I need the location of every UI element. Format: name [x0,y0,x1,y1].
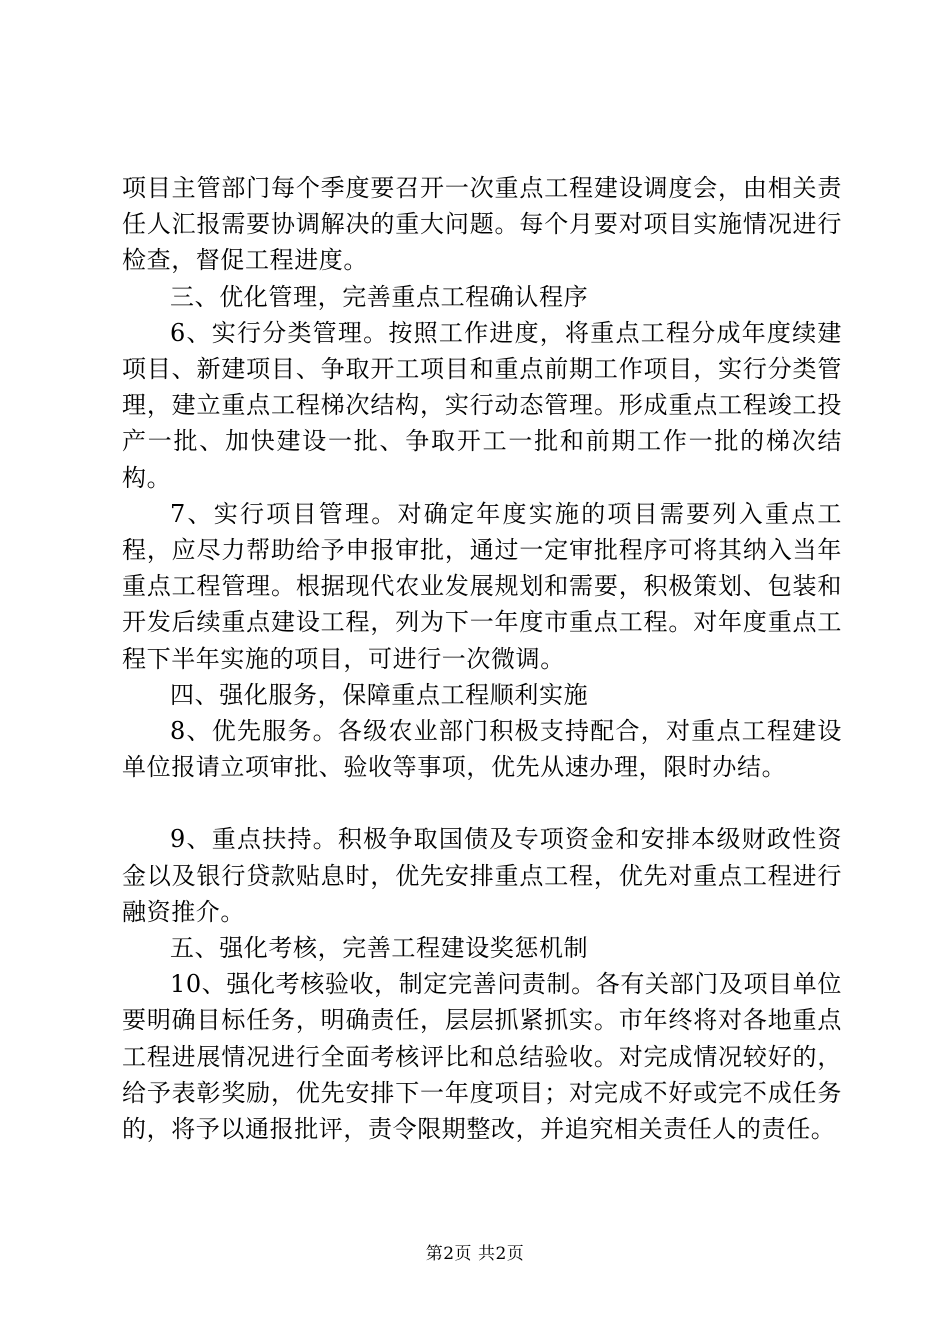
paragraph-continuation: 项目主管部门每个季度要召开一次重点工程建设调度会，由相关责任人汇报需要协调解决的重大问题。每个月要对项目实施情况进行检查，督促工程进度。 [122,174,842,275]
document-body [122,170,842,1147]
page-footer [0,1243,950,1265]
paragraph-item-9: 9、重点扶持。积极争取国债及专项资金和安排本级财政性资金以及银行贷款贴息时，优先安排重点工程，优先对重点工程进行融资推介。 [122,825,842,926]
paragraph-item-7: 7、实行项目管理。对确定年度实施的项目需要列入重点工程，应尽力帮助给予申报审批，通过一定审批程序可将其纳入当年重点工程管理。根据现代农业发展规划和需要，积极策划、包装和开发后续重点建设工程，列为下一年度市重点工程。对年度重点工程下半年实施的项目，可进行一次微调。 [122,499,842,673]
paragraph-item-10: 10、强化考核验收，制定完善问责制。各有关部门及项目单位要明确目标任务，明确责任，层层抓紧抓实。市年终将对各地重点工程进展情况进行全面考核评比和总结验收。对完成情况较好的，给予表彰奖励，优先安排下一年度项目；对完成不好或完不成任务的，将予以通报批评，责令限期整改，并追究相关责任人的责任。 [122,970,842,1144]
paragraph-item-6: 6、实行分类管理。按照工作进度，将重点工程分成年度续建项目、新建项目、争取开工项目和重点前期工作项目，实行分类管理，建立重点工程梯次结构，实行动态管理。形成重点工程竣工投产一批、加快建设一批、争取开工一批和前期工作一批的梯次结构。 [122,318,842,492]
section-heading-3: 三、优化管理，完善重点工程确认程序 [170,282,589,311]
page-number-label: 第2页 共2页 [425,1244,525,1264]
section-heading-5: 五、强化考核，完善工程建设奖惩机制 [170,934,589,963]
section-heading-4: 四、强化服务，保障重点工程顺利实施 [170,680,589,709]
paragraph-item-8: 8、优先服务。各级农业部门积极支持配合，对重点工程建设单位报请立项审批、验收等事项，优先从速办理，限时办结。 [122,717,842,782]
paragraph-gap [122,785,842,821]
